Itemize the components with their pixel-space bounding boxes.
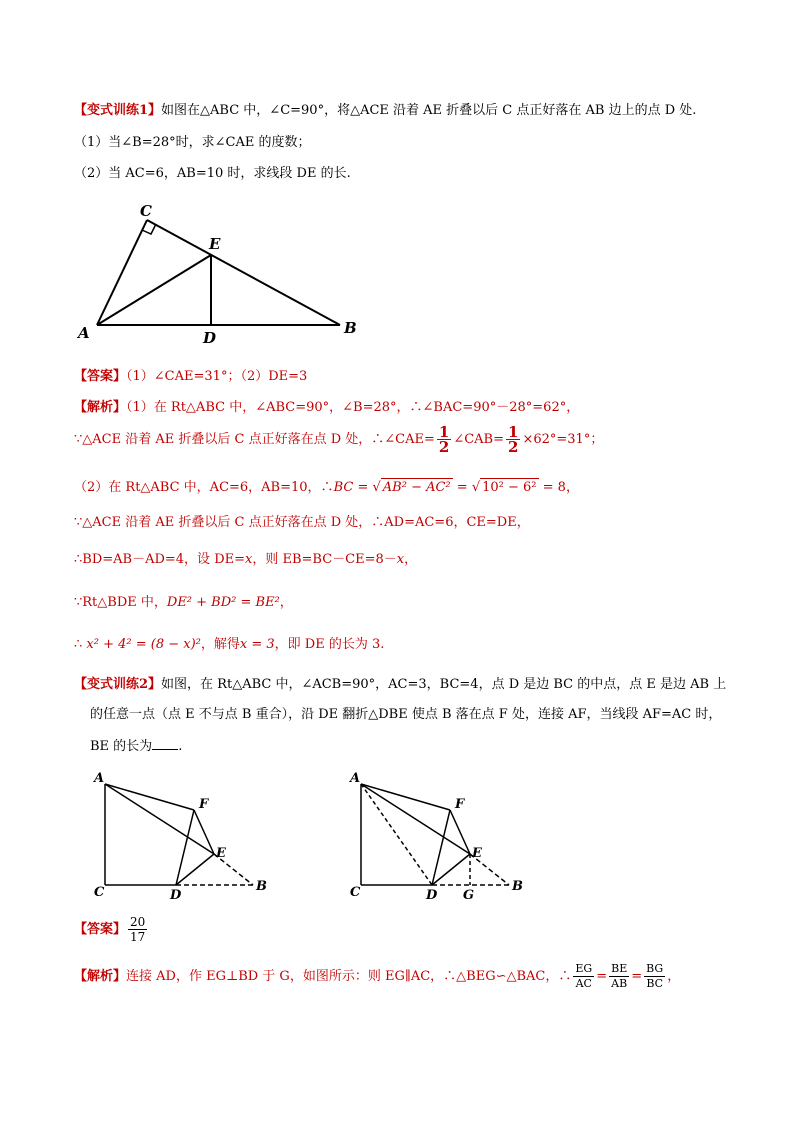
- answer-tag: 【答案】: [74, 369, 127, 384]
- label-G: G: [463, 888, 475, 903]
- fraction-numerator: 1: [438, 423, 450, 441]
- ex2-answer: [74, 915, 149, 944]
- sqrt-expression: 10² − 6²: [482, 480, 537, 495]
- ex2-stem-line-2: 的任意一点（点 E 不与点 B 重合），沿 DE 翻折△DBE 使点 B 落在点 F 处，连接 AF，当线段 AF=AC 时，: [90, 707, 722, 722]
- solution-text: = 8，: [538, 480, 579, 495]
- math-x: x: [396, 552, 405, 567]
- ex1-triangle-figure: [70, 198, 370, 348]
- math-equals: =: [353, 480, 373, 495]
- label-B: B: [512, 879, 523, 894]
- ex2-stem-text: BE 的长为: [90, 739, 153, 754]
- fraction-be-ab: [609, 962, 629, 991]
- fraction-bg-bc: [644, 962, 665, 991]
- ex2-tag: 【变式训练2】: [74, 677, 162, 692]
- ex1-question-2: （2）当 AC=6，AB=10 时，求线段 DE 的长.: [74, 166, 351, 181]
- fraction-numerator: EG: [575, 962, 593, 975]
- label-A: A: [350, 771, 361, 786]
- sqrt-expression: AB² − AC²: [382, 480, 451, 495]
- ex1-answer: [74, 368, 307, 386]
- ex1-solution-line-3: （2）在 Rt△ABC 中，AC=6，AB=10，∴BC = √ AB² − AC² = √ 10² − 6² = 8，: [74, 480, 579, 495]
- label-B: B: [344, 319, 357, 337]
- ex1-solution-line-7: [74, 636, 384, 654]
- label-E: E: [209, 235, 221, 253]
- label-C: C: [350, 885, 361, 900]
- fraction-half: [437, 425, 451, 454]
- answer-text: （1）∠CAE=31°；（2）DE=3: [126, 369, 308, 384]
- ex2-figure-right: [344, 766, 534, 906]
- fraction-numerator: BE: [611, 962, 628, 975]
- fraction-numerator: 1: [508, 423, 519, 441]
- label-F: F: [455, 797, 465, 812]
- solution-text: ∴BD=AB－AD=4，设 DE=: [74, 552, 245, 567]
- math-bc: BC: [333, 480, 354, 495]
- solution-text: （2）在 Rt△ABC 中，AC=6，AB=10，∴: [74, 480, 334, 495]
- ex1-tag: 【变式训练1】: [74, 103, 162, 118]
- label-D: D: [426, 888, 438, 903]
- solution-text: ∠CAB=: [453, 432, 505, 447]
- solution-text: ∵△ACE 沿着 AE 折叠以后 C 点正好落在点 D 处，∴∠CAE=: [74, 432, 435, 447]
- label-F: F: [199, 797, 209, 812]
- ex2-solution-line-1: 【解析】连接 AD，作 EG⊥BD 于 G，如图所示：则 EG∥AC，∴△BEG∽△BAC，∴ $\frac{EG}{AC}$ = $\frac{BE}{AB}$ = $\frac{BG}{BC}$ ，: [74, 962, 681, 990]
- math-x: x: [245, 552, 253, 567]
- fraction-numerator: 20: [130, 915, 146, 929]
- label-A: A: [94, 771, 105, 786]
- fraction-denominator: 2: [508, 438, 519, 456]
- solution-text: ，: [279, 595, 293, 610]
- ex1-stem: [74, 102, 696, 120]
- ex2-stem-line-3: [90, 737, 182, 756]
- solution-text: ，: [667, 969, 681, 984]
- fraction-denominator: 17: [130, 930, 146, 944]
- math-equals: =: [452, 480, 472, 495]
- label-C: C: [94, 885, 105, 900]
- ex2-stem-line-1: [74, 676, 726, 694]
- ex2-stem-text: 如图，在 Rt△ABC 中，∠ACB=90°，AC=3，BC=4，点 D 是边 BC 的中点，点 E 是边 AB 上: [161, 677, 727, 692]
- solution-text: ，: [404, 552, 418, 567]
- label-D: D: [170, 888, 182, 903]
- solution-text: ∵Rt△BDE 中，: [74, 595, 167, 610]
- solution-text: 连接 AD，作 EG⊥BD 于 G，如图所示：则 EG∥AC，∴△BEG∽△BAC，∴: [126, 969, 572, 984]
- ex1-question-1: （1）当∠B=28°时，求∠CAE 的度数；: [74, 135, 311, 150]
- label-D: D: [203, 329, 217, 347]
- solution-text: ×62°=31°；: [522, 432, 604, 447]
- fraction-denominator: 2: [438, 438, 450, 456]
- answer-blank: [152, 737, 178, 750]
- fraction-numerator: BG: [646, 962, 664, 975]
- math-equation: DE² + BD² = BE²: [166, 595, 280, 610]
- ex1-solution-line-5: [74, 551, 417, 569]
- answer-fraction: [128, 915, 147, 944]
- ex2-stem-text: .: [178, 739, 183, 754]
- ex1-solution-line-4: ∵△ACE 沿着 AE 折叠以后 C 点正好落在点 D 处，∴AD=AC=6，CE=DE，: [74, 515, 530, 530]
- solution-text: （1）在 Rt△ABC 中，∠ABC=90°，∠B=28°，∴∠BAC=90°－28°=62°，: [126, 400, 580, 415]
- ex2-figure-left: [88, 766, 278, 906]
- fraction-denominator: AC: [575, 977, 592, 990]
- ex1-solution-line-2: [74, 425, 603, 454]
- solution-text: ，即 DE 的长为 3.: [274, 637, 385, 652]
- ex1-solution-line-6: [74, 594, 293, 612]
- fraction-half: [506, 425, 520, 454]
- fraction-denominator: BC: [646, 977, 664, 990]
- ex1-solution-line-1: [74, 399, 579, 417]
- answer-tag: 【答案】: [74, 922, 127, 937]
- label-C: C: [140, 202, 152, 220]
- label-A: A: [78, 324, 90, 342]
- label-B: B: [256, 879, 267, 894]
- solution-text: ，则 EB=BC－CE=8－: [252, 552, 397, 567]
- solution-text: ∴: [74, 637, 87, 652]
- math-equation: x = 3: [239, 637, 275, 652]
- fraction-eg-ac: [573, 962, 594, 991]
- label-E: E: [216, 846, 226, 861]
- solution-text: ，解得: [200, 637, 240, 652]
- math-equation: x² + 4² = (8 − x)²: [86, 637, 201, 652]
- fraction-denominator: AB: [611, 977, 628, 990]
- ex1-stem-text: 如图在△ABC 中，∠C=90°，将△ACE 沿着 AE 折叠以后 C 点正好落在 AB 边上的点 D 处.: [161, 103, 697, 118]
- label-E: E: [472, 846, 482, 861]
- analysis-tag: 【解析】: [74, 400, 127, 415]
- analysis-tag: 【解析】: [74, 969, 127, 984]
